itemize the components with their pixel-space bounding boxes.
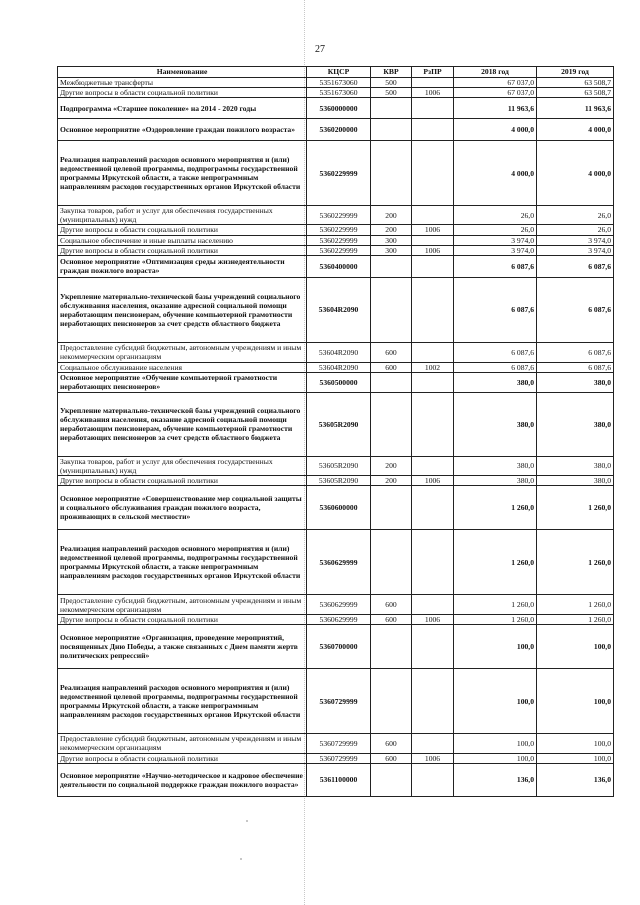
row-kvr-cell — [371, 669, 412, 734]
row-kvr-cell: 600 — [371, 753, 412, 763]
table-row — [58, 625, 614, 669]
row-kcsr-cell: 53604R2090 — [307, 362, 371, 372]
row-kcsr-cell: 5360000000 — [307, 98, 371, 119]
row-kcsr-cell: 5360400000 — [307, 255, 371, 277]
row-rzpr-cell — [412, 119, 454, 141]
row-2018-cell: 6 087,6 — [454, 277, 537, 342]
table-row — [58, 615, 614, 625]
row-2019-cell: 6 087,6 — [537, 342, 614, 362]
row-2019-cell: 380,0 — [537, 392, 614, 456]
row-name-cell: Укрепление материально-технической базы учреждений социального обслуживания населения, оказание адресной социальной помощи неработающим пенсионерам, обучение компьютерной грамотности неработающих пенсионеров за счет средств областного бюджета — [58, 277, 307, 342]
table-row — [58, 225, 614, 235]
table-row — [58, 245, 614, 255]
row-name-cell: Другие вопросы в области социальной политики — [58, 245, 307, 255]
row-kvr-cell: 600 — [371, 362, 412, 372]
row-kvr-cell — [371, 372, 412, 392]
row-name-cell: Социальное обслуживание населения — [58, 362, 307, 372]
row-2019-cell: 6 087,6 — [537, 277, 614, 342]
row-kvr-cell — [371, 277, 412, 342]
header-2018: 2018 год — [454, 67, 537, 78]
table-row — [58, 88, 614, 98]
row-rzpr-cell — [412, 206, 454, 225]
row-2019-cell: 6 087,6 — [537, 255, 614, 277]
row-2018-cell: 380,0 — [454, 456, 537, 475]
row-2018-cell: 1 260,0 — [454, 615, 537, 625]
row-kvr-cell — [371, 141, 412, 206]
row-rzpr-cell: 1006 — [412, 615, 454, 625]
row-2019-cell: 380,0 — [537, 476, 614, 486]
row-name-cell: Основное мероприятие «Организация, проведение мероприятий, посвященных Дню Победы, а также связанных с Днем памяти жертв политических репрессий» — [58, 625, 307, 669]
row-name-cell: Укрепление материально-технической базы учреждений социального обслуживания населения, оказание адресной социальной помощи неработающим пенсионерам, обучение компьютерной грамотности неработающих пенсионеров за счет средств областного бюджета — [58, 392, 307, 456]
table-row — [58, 277, 614, 342]
table-row — [58, 362, 614, 372]
row-2018-cell: 26,0 — [454, 206, 537, 225]
page-number: 27 — [315, 44, 325, 55]
header-2019: 2019 год — [537, 67, 614, 78]
table-row — [58, 255, 614, 277]
row-2018-cell: 6 087,6 — [454, 255, 537, 277]
row-kcsr-cell: 5360200000 — [307, 119, 371, 141]
row-name-cell: Межбюджетные трансферты — [58, 78, 307, 88]
row-2019-cell: 100,0 — [537, 625, 614, 669]
row-kcsr-cell: 5361100000 — [307, 763, 371, 796]
row-kcsr-cell: 53605R2090 — [307, 456, 371, 475]
row-kvr-cell: 200 — [371, 456, 412, 475]
row-rzpr-cell: 1006 — [412, 88, 454, 98]
row-rzpr-cell: 1006 — [412, 245, 454, 255]
row-2019-cell: 6 087,6 — [537, 362, 614, 372]
row-kvr-cell — [371, 486, 412, 530]
row-name-cell: Основное мероприятие «Научно-методическое и кадровое обеспечение деятельности по социальной поддержке граждан пожилого возраста» — [58, 763, 307, 796]
row-rzpr-cell — [412, 456, 454, 475]
row-2018-cell: 100,0 — [454, 625, 537, 669]
row-2018-cell: 6 087,6 — [454, 342, 537, 362]
header-rzpr: РзПР — [412, 67, 454, 78]
row-kvr-cell: 600 — [371, 595, 412, 615]
header-kvr: КВР — [371, 67, 412, 78]
header-kcsr: КЦСР — [307, 67, 371, 78]
row-kvr-cell: 500 — [371, 78, 412, 88]
table-body — [58, 78, 614, 797]
row-kcsr-cell: 5360729999 — [307, 734, 371, 753]
row-2018-cell: 11 963,6 — [454, 98, 537, 119]
row-name-cell: Предоставление субсидий бюджетным, автономным учреждениям и иным некоммерческим организациям — [58, 342, 307, 362]
table-row — [58, 141, 614, 206]
row-2018-cell: 380,0 — [454, 372, 537, 392]
row-kvr-cell: 300 — [371, 245, 412, 255]
row-name-cell: Реализация направлений расходов основного мероприятия и (или) ведомственной целевой программы, подпрограммы государственной программы Иркутской области, а также непрограммным направлениям расходов государственных органов Иркутской области — [58, 141, 307, 206]
row-name-cell: Закупка товаров, работ и услуг для обеспечения государственных (муниципальных) нужд — [58, 206, 307, 225]
row-name-cell: Другие вопросы в области социальной политики — [58, 225, 307, 235]
row-name-cell: Реализация направлений расходов основного мероприятия и (или) ведомственной целевой программы, подпрограммы государственной программы Иркутской области, а также непрограммным направлениям расходов государственных органов Иркутской области — [58, 530, 307, 595]
table-row — [58, 595, 614, 615]
table-row — [58, 372, 614, 392]
row-rzpr-cell — [412, 625, 454, 669]
row-2018-cell: 1 260,0 — [454, 530, 537, 595]
table-header-row — [58, 67, 614, 78]
row-2018-cell: 6 087,6 — [454, 362, 537, 372]
row-rzpr-cell — [412, 98, 454, 119]
row-rzpr-cell — [412, 669, 454, 734]
row-kvr-cell: 500 — [371, 88, 412, 98]
row-2019-cell: 136,0 — [537, 763, 614, 796]
row-2019-cell: 380,0 — [537, 372, 614, 392]
row-2019-cell: 63 508,7 — [537, 78, 614, 88]
row-name-cell: Социальное обеспечение и иные выплаты населению — [58, 235, 307, 245]
row-kvr-cell: 200 — [371, 206, 412, 225]
table-row — [58, 206, 614, 225]
table-row — [58, 235, 614, 245]
row-kvr-cell — [371, 530, 412, 595]
row-name-cell: Основное мероприятие «Обучение компьютерной грамотности неработающих пенсионеров» — [58, 372, 307, 392]
row-rzpr-cell: 1006 — [412, 753, 454, 763]
row-kcsr-cell: 5360229999 — [307, 225, 371, 235]
row-rzpr-cell — [412, 141, 454, 206]
row-kvr-cell — [371, 625, 412, 669]
row-kcsr-cell: 5360729999 — [307, 753, 371, 763]
table-row — [58, 486, 614, 530]
row-kvr-cell: 600 — [371, 342, 412, 362]
scan-speck — [246, 820, 248, 822]
row-2019-cell: 100,0 — [537, 734, 614, 753]
row-rzpr-cell — [412, 235, 454, 245]
row-2019-cell: 3 974,0 — [537, 245, 614, 255]
row-rzpr-cell — [412, 372, 454, 392]
row-kcsr-cell: 53604R2090 — [307, 342, 371, 362]
row-2018-cell: 380,0 — [454, 476, 537, 486]
row-2018-cell: 380,0 — [454, 392, 537, 456]
row-2019-cell: 63 508,7 — [537, 88, 614, 98]
row-kcsr-cell: 5360229999 — [307, 245, 371, 255]
row-2018-cell: 26,0 — [454, 225, 537, 235]
row-name-cell: Закупка товаров, работ и услуг для обеспечения государственных (муниципальных) нужд — [58, 456, 307, 475]
row-kvr-cell — [371, 98, 412, 119]
row-rzpr-cell: 1002 — [412, 362, 454, 372]
row-rzpr-cell — [412, 392, 454, 456]
table-row — [58, 392, 614, 456]
row-kcsr-cell: 5360629999 — [307, 615, 371, 625]
row-name-cell: Другие вопросы в области социальной политики — [58, 753, 307, 763]
row-2018-cell: 100,0 — [454, 753, 537, 763]
row-2019-cell: 1 260,0 — [537, 615, 614, 625]
table-row — [58, 669, 614, 734]
table-row — [58, 78, 614, 88]
row-name-cell: Основное мероприятие «Оптимизация среды жизнедеятельности граждан пожилого возраста» — [58, 255, 307, 277]
row-2019-cell: 26,0 — [537, 206, 614, 225]
row-kcsr-cell: 5360700000 — [307, 625, 371, 669]
row-2019-cell: 11 963,6 — [537, 98, 614, 119]
row-2019-cell: 1 260,0 — [537, 595, 614, 615]
table-row — [58, 530, 614, 595]
row-name-cell: Подпрограмма «Старшее поколение» на 2014 - 2020 годы — [58, 98, 307, 119]
row-kcsr-cell: 5360600000 — [307, 486, 371, 530]
row-kcsr-cell: 5360629999 — [307, 595, 371, 615]
row-name-cell: Предоставление субсидий бюджетным, автономным учреждениям и иным некоммерческим организациям — [58, 595, 307, 615]
row-2019-cell: 380,0 — [537, 456, 614, 475]
row-name-cell: Другие вопросы в области социальной политики — [58, 88, 307, 98]
row-name-cell: Другие вопросы в области социальной политики — [58, 615, 307, 625]
row-kcsr-cell: 5360229999 — [307, 235, 371, 245]
row-kvr-cell: 200 — [371, 476, 412, 486]
table-row — [58, 119, 614, 141]
row-2019-cell: 3 974,0 — [537, 235, 614, 245]
row-kcsr-cell: 53604R2090 — [307, 277, 371, 342]
row-kcsr-cell: 5360729999 — [307, 669, 371, 734]
row-kvr-cell — [371, 119, 412, 141]
table-row — [58, 763, 614, 796]
row-rzpr-cell — [412, 763, 454, 796]
row-rzpr-cell — [412, 277, 454, 342]
row-2019-cell: 26,0 — [537, 225, 614, 235]
row-2019-cell: 100,0 — [537, 669, 614, 734]
row-2018-cell: 3 974,0 — [454, 245, 537, 255]
row-2018-cell: 1 260,0 — [454, 486, 537, 530]
row-name-cell: Предоставление субсидий бюджетным, автономным учреждениям и иным некоммерческим организациям — [58, 734, 307, 753]
row-2018-cell: 67 037,0 — [454, 88, 537, 98]
row-rzpr-cell: 1006 — [412, 476, 454, 486]
table-row — [58, 734, 614, 753]
row-2018-cell: 100,0 — [454, 669, 537, 734]
row-2018-cell: 136,0 — [454, 763, 537, 796]
budget-table — [57, 66, 614, 797]
row-kvr-cell: 300 — [371, 235, 412, 245]
row-name-cell: Основное мероприятие «Оздоровление граждан пожилого возраста» — [58, 119, 307, 141]
table-row — [58, 476, 614, 486]
row-2019-cell: 100,0 — [537, 753, 614, 763]
row-2018-cell: 4 000,0 — [454, 119, 537, 141]
table-row — [58, 753, 614, 763]
table-row — [58, 342, 614, 362]
row-kcsr-cell: 53605R2090 — [307, 476, 371, 486]
row-2018-cell: 100,0 — [454, 734, 537, 753]
row-2018-cell: 3 974,0 — [454, 235, 537, 245]
table-row — [58, 98, 614, 119]
scan-speck — [240, 858, 242, 860]
row-kcsr-cell: 5360629999 — [307, 530, 371, 595]
budget-document — [57, 66, 613, 797]
row-kcsr-cell: 5360500000 — [307, 372, 371, 392]
row-rzpr-cell — [412, 486, 454, 530]
row-kcsr-cell: 5360229999 — [307, 206, 371, 225]
row-kcsr-cell: 5360229999 — [307, 141, 371, 206]
row-2019-cell: 4 000,0 — [537, 119, 614, 141]
row-kvr-cell: 200 — [371, 225, 412, 235]
row-2018-cell: 4 000,0 — [454, 141, 537, 206]
row-kvr-cell: 600 — [371, 615, 412, 625]
row-2018-cell: 1 260,0 — [454, 595, 537, 615]
row-kvr-cell — [371, 255, 412, 277]
table-row — [58, 456, 614, 475]
row-name-cell: Основное мероприятие «Совершенствование мер социальной защиты и социального обслуживания граждан пожилого возраста, проживающих в сельской местности» — [58, 486, 307, 530]
row-rzpr-cell: 1006 — [412, 225, 454, 235]
row-2018-cell: 67 037,0 — [454, 78, 537, 88]
row-2019-cell: 1 260,0 — [537, 486, 614, 530]
row-name-cell: Реализация направлений расходов основного мероприятия и (или) ведомственной целевой программы, подпрограммы государственной программы Иркутской области, а также непрограммным направлениям расходов государственных органов Иркутской области — [58, 669, 307, 734]
row-kvr-cell — [371, 392, 412, 456]
row-rzpr-cell — [412, 595, 454, 615]
row-kvr-cell — [371, 763, 412, 796]
row-kcsr-cell: 5351673060 — [307, 88, 371, 98]
row-rzpr-cell — [412, 255, 454, 277]
row-rzpr-cell — [412, 530, 454, 595]
row-2019-cell: 1 260,0 — [537, 530, 614, 595]
row-rzpr-cell — [412, 78, 454, 88]
row-rzpr-cell — [412, 342, 454, 362]
row-kcsr-cell: 5351673060 — [307, 78, 371, 88]
row-name-cell: Другие вопросы в области социальной политики — [58, 476, 307, 486]
row-kcsr-cell: 53605R2090 — [307, 392, 371, 456]
row-2019-cell: 4 000,0 — [537, 141, 614, 206]
row-kvr-cell: 600 — [371, 734, 412, 753]
header-name: Наименование — [58, 67, 307, 78]
row-rzpr-cell — [412, 734, 454, 753]
